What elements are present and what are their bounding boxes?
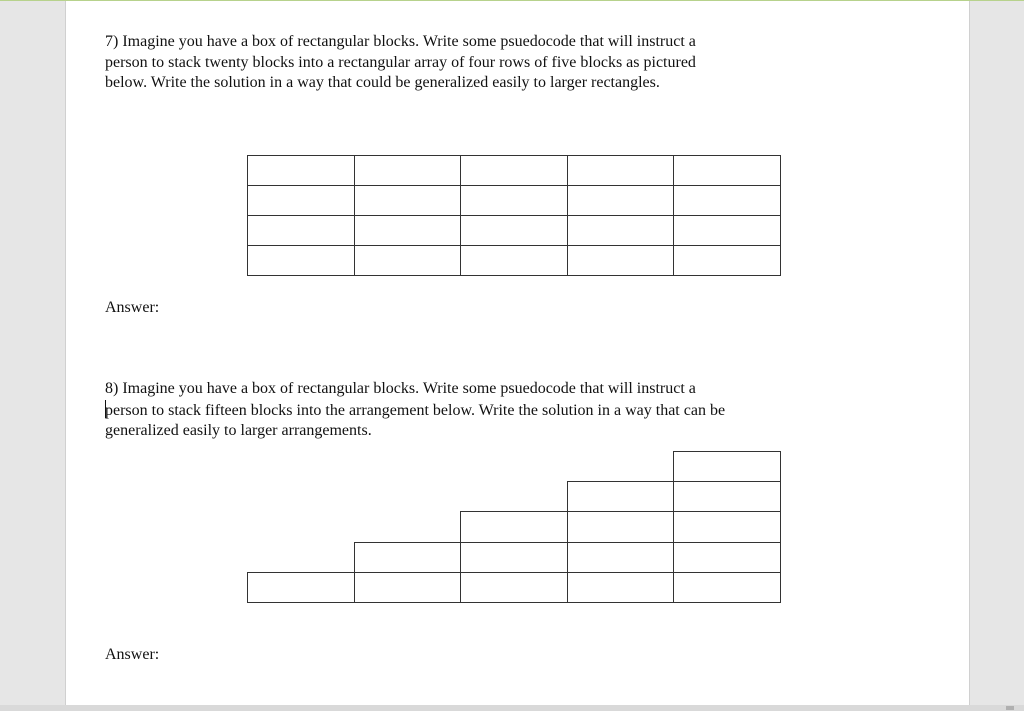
staircase-block — [673, 481, 781, 512]
staircase-block — [354, 542, 461, 573]
question-8-line: 8) Imagine you have a box of rectangular blocks. Write some psuedocode that will instruct a — [105, 380, 696, 397]
question-8-line — [105, 400, 805, 422]
question-8-text — [105, 379, 805, 442]
rectangle-block — [354, 185, 461, 216]
staircase-block — [247, 572, 355, 603]
staircase-block — [567, 572, 674, 603]
question-7-line: person to stack twenty blocks into a rectangular array of four rows of five blocks as pictured — [105, 53, 696, 71]
question-7-line: below. Write the solution in a way that could be generalized easily to larger rectangles. — [105, 74, 660, 91]
staircase-block — [673, 572, 781, 603]
staircase-block — [567, 511, 674, 543]
rectangle-block — [354, 155, 461, 186]
rectangle-block — [673, 245, 781, 276]
question-7-answer-label: Answer: — [105, 299, 160, 316]
rectangle-block — [247, 155, 355, 186]
staircase-block — [673, 451, 781, 482]
question-8-line-text: person to stack fifteen blocks into the arrangement below. Write the solution in a way that can be — [105, 401, 726, 419]
rectangle-block — [247, 185, 355, 216]
rectangle-block — [673, 155, 781, 186]
staircase-block — [673, 511, 781, 543]
rectangle-block — [460, 245, 568, 276]
question-8-answer-label: Answer: — [105, 646, 160, 663]
question-7-text — [105, 32, 805, 94]
rectangle-block — [567, 245, 674, 276]
rectangle-block — [460, 185, 568, 216]
rectangle-block — [673, 185, 781, 216]
rectangle-block — [673, 215, 781, 246]
rectangle-block — [460, 215, 568, 246]
staircase-block — [567, 542, 674, 573]
staircase-block — [354, 572, 461, 603]
rectangle-block — [247, 245, 355, 276]
staircase-block — [460, 511, 568, 543]
rectangle-block — [247, 215, 355, 246]
staircase-block — [673, 542, 781, 573]
scrollbar-thumb[interactable] — [1006, 706, 1014, 710]
rectangle-block — [354, 215, 461, 246]
horizontal-scrollbar[interactable] — [0, 705, 1024, 711]
rectangle-block — [567, 215, 674, 246]
rectangle-block — [567, 185, 674, 216]
staircase-block — [567, 481, 674, 512]
rectangle-block — [354, 245, 461, 276]
question-7-line: 7) Imagine you have a box of rectangular blocks. Write some psuedocode that will instruct a — [105, 33, 696, 50]
question-8-line: generalized easily to larger arrangements. — [105, 422, 372, 439]
rectangle-block — [567, 155, 674, 186]
staircase-block — [460, 572, 568, 603]
rectangle-block — [460, 155, 568, 186]
staircase-block — [460, 542, 568, 573]
